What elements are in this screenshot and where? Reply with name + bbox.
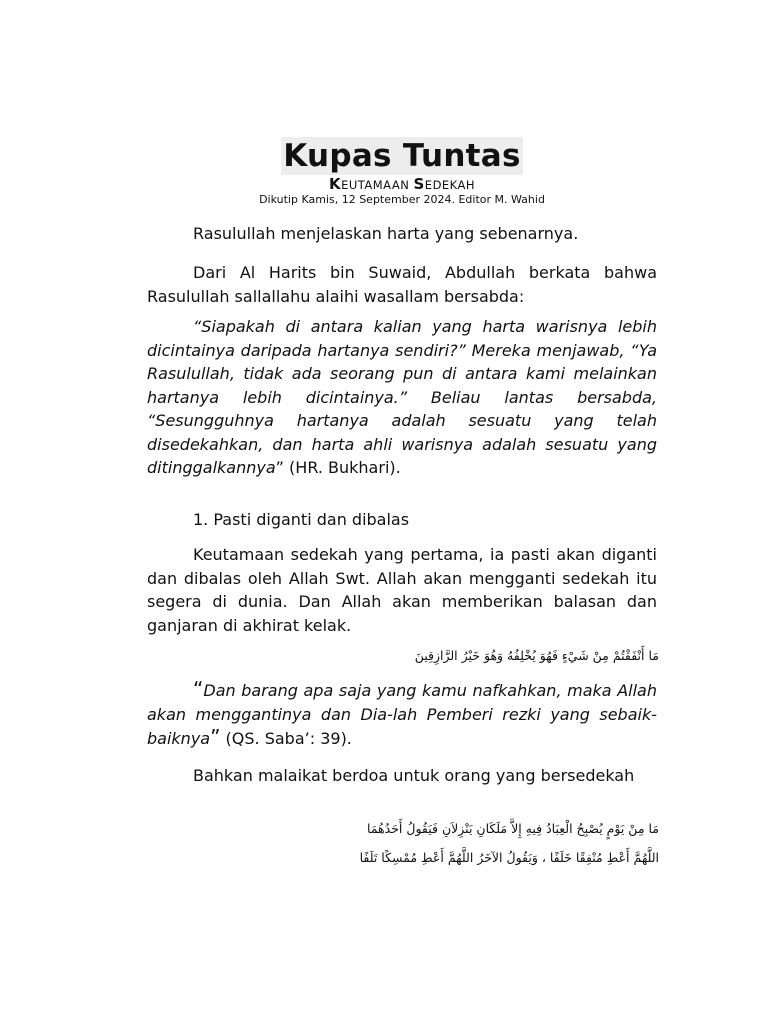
subtitle-word-1: EUTAMAAN: [341, 178, 414, 192]
verse-quote-text: Dan barang apa saja yang kamu nafkahkan, maka Allah akan menggantinya dan Dia-lah Pemberi rezki yang sebaik-baiknya: [147, 681, 657, 748]
section-heading-1: 1. Pasti diganti dan dibalas: [193, 510, 410, 529]
arabic-hadith-line-1: مَا مِنْ يَوْمٍ يُصْبِحُ الْعِبَادُ فِيهِ إِلاَّ مَلَكَانِ يَنْزِلاَنِ فَيَقُولُ أَحَدُهُمَا: [367, 821, 659, 836]
byline: Dikutip Kamis, 12 September 2024. Editor M. Wahid: [259, 193, 545, 206]
arabic-verse-1: مَا أَنْفَقْتُمْ مِنْ شَيْءٍ فَهُوَ يُخْلِفُهُ وَهُوَ خَيْرُ الرَّازِقِينَ: [414, 648, 659, 663]
page-title: Kupas Tuntas: [283, 138, 521, 174]
paragraph-hadith-quote: [147, 315, 657, 480]
subtitle-initial-k: K: [328, 175, 342, 193]
verse-quote-close: ”: [210, 725, 221, 749]
hadith-reference: (HR. Bukhari).: [283, 458, 401, 477]
subtitle-word-2: EDEKAH: [424, 178, 476, 192]
page-subtitle: [147, 175, 657, 194]
verse-quote-open: “: [193, 677, 204, 701]
paragraph-hadith-source: Dari Al Harits bin Suwaid, Abdullah berkata bahwa Rasulullah sallallahu alaihi wasallam bersabda:: [147, 263, 657, 306]
paragraph-angels: Bahkan malaikat berdoa untuk orang yang bersedekah: [193, 766, 635, 785]
title-container: [147, 137, 657, 175]
paragraph-intro: Rasulullah menjelaskan harta yang sebenarnya.: [193, 224, 579, 243]
subtitle-initial-s: S: [413, 175, 425, 193]
paragraph-verse-translation: [147, 678, 657, 751]
paragraph-section-1: Keutamaan sedekah yang pertama, ia pasti akan diganti dan dibalas oleh Allah Swt. Allah akan mengganti sedekah itu segera di dunia. Dan Allah akan memberikan balasan dan ganjaran di akhirat kelak.: [147, 545, 657, 635]
hadith-quote-close: ”: [275, 458, 284, 477]
arabic-hadith-line-2: اللَّهُمَّ أَعْطِ مُنْفِقًا خَلَفًا ، وَيَقُولُ الآخَرُ اللَّهُمَّ أَعْطِ مُمْسِكًا تَلَفًا: [359, 850, 659, 865]
verse-reference: (QS. Saba’: 39).: [220, 729, 352, 748]
hadith-quote-text: “Siapakah di antara kalian yang harta warisnya lebih dicintainya daripada hartanya sendiri?” Mereka menjawab, “Ya Rasulullah, tidak ada seorang pun di antara kami melainkan hartanya lebih dicintainya.” Beliau lantas bersabda, “Sesungguhnya hartanya adalah sesuatu yang telah disedekahkan, dan harta ahli warisnya adalah sesuatu yang ditinggalkannya: [147, 317, 657, 477]
